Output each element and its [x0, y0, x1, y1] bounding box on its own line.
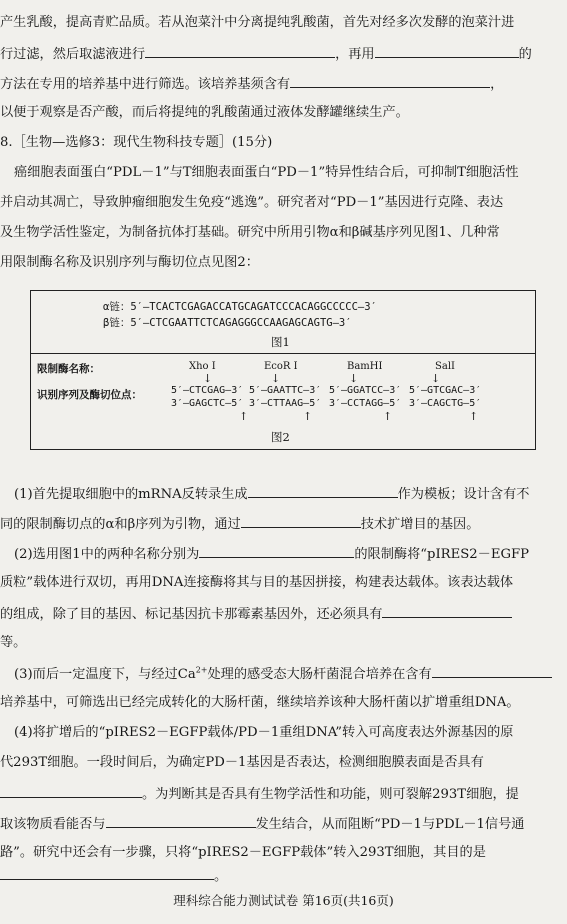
site-top-strand: 5′–GTCGAC–3′ — [409, 385, 482, 396]
text: (4)将扩增后的“pIRES2－EGFP载体/PD－1重组DNA”转入可高度表达外源基因的原 — [14, 725, 514, 740]
text: 行过滤，然后取滤液进行 — [0, 47, 146, 62]
text: 处理的感受态大肠杆菌混合培养在含有 — [207, 667, 432, 682]
text: 路”。研究中还会有一步骤，只将“pIRES2－EGFP载体”转入293T细胞，其目的是 — [0, 845, 486, 860]
site-bottom-strand: 3′–CTTAAG–5′ — [249, 398, 322, 409]
text: 的限制酶将“pIRES2－EGFP — [354, 547, 530, 562]
text-line — [0, 604, 567, 624]
text: 技术扩增目的基因。 — [360, 517, 480, 532]
answer-blank[interactable] — [0, 866, 214, 880]
text-line — [0, 814, 567, 834]
answer-blank[interactable] — [0, 784, 142, 798]
text: 等。 — [0, 635, 27, 650]
alpha-primer-sequence: α链：5′–TCACTCGAGACCATGCAGATCCCACAGGCCCCC–3′ — [103, 301, 377, 313]
enzyme-name: BamHⅠ — [347, 361, 383, 372]
text-line — [0, 74, 567, 94]
answer-blank[interactable] — [145, 44, 335, 58]
text: 方法在专用的培养基中进行筛选。该培养基须含有 — [0, 77, 291, 92]
superscript: 2+ — [195, 665, 208, 675]
text-line — [0, 194, 567, 212]
text: 质粒”载体进行双切，再用DNA连接酶将其与目的基因拼接，构建表达载体。该表达载体 — [0, 575, 514, 590]
text: 8.［生物—选修3：现代生物科技专题］(15分) — [0, 135, 273, 150]
text: 。 — [214, 869, 228, 884]
site-top-strand: 5′–GGATCC–3′ — [329, 385, 402, 396]
answer-blank[interactable] — [241, 514, 361, 528]
text-line — [0, 544, 567, 564]
beta-primer-sequence: β链：5′–CTCGAATTCTCAGAGGGCCAAGAGCAGTG–3′ — [103, 317, 352, 329]
cut-arrow-up: ↑ — [303, 410, 313, 423]
text: 并启动其凋亡，导致肿瘤细胞发生免疫“逃逸”。研究者对“PD－1”基因进行克隆、表达 — [0, 195, 504, 210]
cut-arrow-down: ↓ — [431, 372, 441, 385]
site-bottom-strand: 3′–GAGCTC–5′ — [171, 398, 244, 409]
text: 产生乳酸，提高青贮品质。若从泡菜汁中分离提纯乳酸菌，首先对经多次发酵的泡菜汁进 — [0, 15, 515, 30]
text: 的 — [518, 47, 532, 62]
text-line — [0, 484, 567, 504]
page-footer: 理科综合能力测试试卷 第16页(共16页) — [173, 893, 394, 908]
text-line — [0, 754, 567, 772]
text-line — [0, 14, 567, 32]
text: 发生结合，从而阻断“PD－1与PDL－1信号通 — [255, 817, 525, 832]
figure-box — [30, 290, 536, 450]
text: 同的限制酶切点的α和β序列为引物，通过 — [0, 517, 241, 532]
question-header — [0, 134, 567, 152]
text-line — [0, 224, 567, 242]
text-line — [0, 254, 567, 272]
answer-blank[interactable] — [199, 544, 354, 558]
cut-arrow-down: ↓ — [349, 372, 359, 385]
enzyme-name: Xho Ⅰ — [189, 361, 216, 372]
text-line — [0, 164, 567, 182]
text: 作为模板；设计含有不 — [397, 487, 530, 502]
text-line — [0, 574, 567, 592]
answer-blank[interactable] — [106, 814, 256, 828]
figure-2-caption: 图2 — [271, 430, 290, 444]
answer-blank[interactable] — [432, 664, 552, 678]
text-line — [0, 664, 567, 684]
text-line — [0, 784, 567, 804]
cut-arrow-down: ↓ — [271, 372, 281, 385]
text: 癌细胞表面蛋白“PDL－1”与T细胞表面蛋白“PD－1”特异性结合后，可抑制T细胞活性 — [14, 165, 519, 180]
text-line — [0, 44, 567, 64]
enzyme-name-label: 限制酶名称： — [37, 363, 100, 375]
answer-blank[interactable] — [248, 484, 398, 498]
site-top-strand: 5′–GAATTC–3′ — [249, 385, 322, 396]
recognition-site-label: 识别序列及酶切位点： — [37, 389, 142, 401]
text-line — [0, 694, 567, 712]
cut-arrow-up: ↑ — [469, 410, 479, 423]
answer-blank[interactable] — [290, 74, 490, 88]
text-line — [0, 866, 567, 886]
text: (2)选用图1中的两种名称分别为 — [14, 547, 200, 562]
text: 取该物质看能否与 — [0, 817, 106, 832]
text-line — [0, 844, 567, 862]
text: ， — [490, 77, 504, 92]
text: (3)而后一定温度下，与经过Ca — [14, 667, 196, 682]
text: 及生物学活性鉴定，为制备抗体打基础。研究中所用引物α和β碱基序列见图1、几种常 — [0, 225, 500, 240]
site-bottom-strand: 3′–CCTAGG–5′ — [329, 398, 402, 409]
text: 培养基中，可筛选出已经完成转化的大肠杆菌，继续培养该种大肠杆菌以扩增重组DNA。 — [0, 695, 520, 710]
site-top-strand: 5′–CTCGAG–3′ — [171, 385, 244, 396]
figure-1 — [31, 291, 535, 354]
figure-1-caption: 图1 — [271, 335, 290, 349]
text: ，再用 — [335, 47, 375, 62]
cut-arrow-up: ↑ — [239, 410, 249, 423]
text: 。为判断其是否具有生物学活性和功能，则可裂解293T细胞，提 — [142, 787, 519, 802]
enzyme-name: EcoR Ⅰ — [264, 361, 298, 372]
text: 代293T细胞。一段时间后，为确定PD－1基因是否表达，检测细胞膜表面是否具有 — [0, 755, 484, 770]
text-line — [0, 634, 567, 652]
enzyme-name: SalⅠ — [435, 361, 455, 372]
text-line — [0, 514, 567, 534]
cut-arrow-up: ↑ — [383, 410, 393, 423]
answer-blank[interactable] — [375, 44, 519, 58]
text: (1)首先提取细胞中的mRNA反转录生成 — [14, 487, 248, 502]
text-line — [0, 104, 567, 122]
text: 的组成，除了目的基因、标记基因抗卡那霉素基因外，还必须具有 — [0, 607, 383, 622]
cut-arrow-down: ↓ — [203, 372, 213, 385]
text-line — [0, 724, 567, 742]
text: 用限制酶名称及识别序列与酶切位点见图2： — [0, 255, 259, 270]
site-bottom-strand: 3′–CAGCTG–5′ — [409, 398, 482, 409]
text: 以便于观察是否产酸，而后将提纯的乳酸菌通过液体发酵罐继续生产。 — [0, 105, 409, 120]
answer-blank[interactable] — [382, 604, 512, 618]
